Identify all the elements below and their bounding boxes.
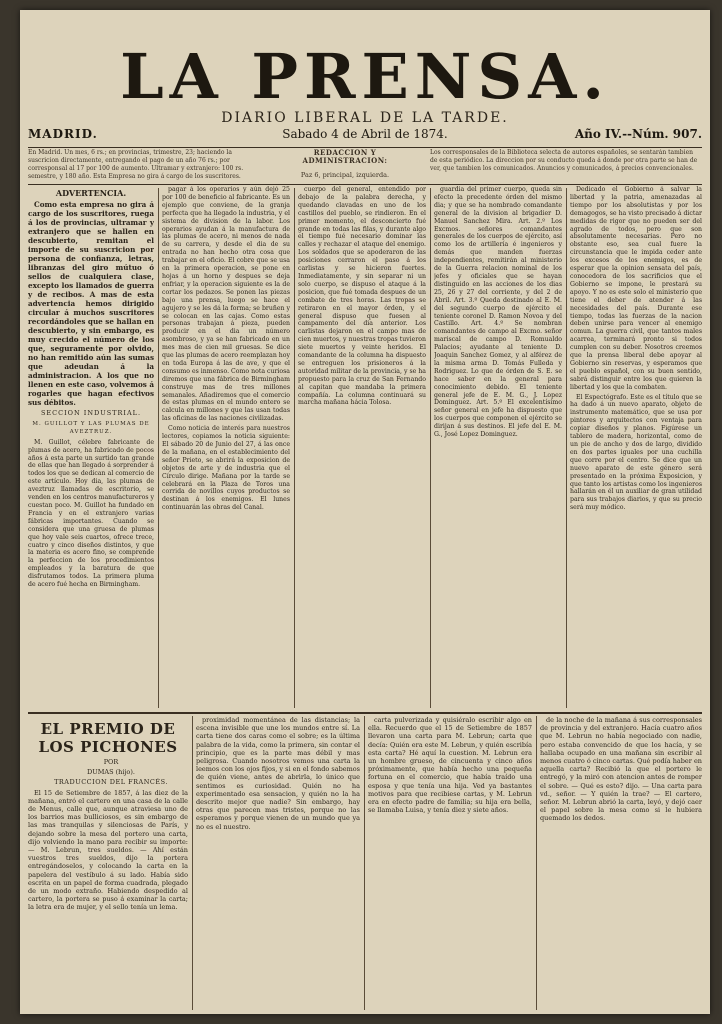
feuilleton-text-1: El 15 de Setiembre de 1857, á las diez de la mañana, entró el cartero en una casa de la calle de Menus, calle que, aunque atraviesa uno de los barrios mas bulliciosos, es sin embargo de las mas tranquilas y silenciosas de París, y dejando sobre la mesa del portero una carta, dijo volviendo la mano para recibir su importe: — M. Lebrun, tres sueldos. — Ahí están vuestros tres sueldos, dijo la portera entregándoselos, y colocando la carta en la papelera del vestíbulo á su lado. Había sido escrita en un papel de forma cuadrada, plegado de un modo extraño. Habiendo despedido al cartero, la portera se puso á examinar la carta; la letra era de mujer, y el sello tenía un lema. [28,788,188,912]
announcements-info: Los corresponsales de la Biblioteca selecta de autores españoles, se sentarán tambien de esta periódico. La direccion por su conducto queda á donde por otra parte se han de ver, que tambien los comunicados. Anuncios y comunicados, á precios convencionales. [430,149,698,172]
newspaper-title: LA PRENSA. [120,40,610,113]
column-divider [536,716,537,1010]
feuilleton-translation-note: TRADUCCION DEL FRANCÉS. [54,778,168,787]
column-4 [434,186,562,710]
column-3 [298,186,426,710]
column-divider [364,716,365,1010]
column-divider [566,188,567,708]
feuilleton-column-2 [196,716,360,1012]
administration-heading: REDACCION Y ADMINISTRACION: [302,149,388,165]
rule-top [28,147,702,148]
column-4-text: guardia del primer cuerpo, queda sin efecto la precedente órden del mismo dia; y que se ha nombrado comandante general de la division al brigadier D. Manuel Sanchez Mira. Art. 2.º Los Excmos. señores comandantes generales de los cuerpos de ejército, así como los de artillería é ingenieros y demás que manden fuerzas independientes, remitirán al ministerio de la Guerra relacion nominal de los jefes y oficiales que se hayan distinguido en las acciones de los dias 25, 26 y 27 del corriente, y del 2 de Abril. Art. 3.º Queda destinado al E. M. del segundo cuerpo de ejército el teniente coronel D. Ramon Novoa y del Castillo. Art. 4.º Se nombran comandantes de campo al Excmo. señor mariscal de campo D. Romualdo Palacios; ayudante al teniente D. Joaquin Sanchez Gomez, y al alférez de la misma arma D. Tomás Fulleda y Rodriguez. Lo que de órden de S. E. se hace saber en la general para conocimiento debido. El teniente general jefe de E. M. G., J. Lopez Dominguez. Art. 5.º El excelentísimo señor general en jefe ha dispuesto que los cuerpos que componen el ejército se dirijan á sus destinos. El jefe del E. M. G., José Lopez Dominguez. [434,186,562,439]
feuilleton-title: EL PREMIO DE LOS PICHONES [38,720,178,756]
column-divider [192,716,193,1010]
column-2 [162,186,290,710]
industrial-text: M. Guillot, célebre fabricante de plumas de acero, ha fabricado de pocos años á esta parte un surtido tan grande de ellas que han llegado á sorprender á todos los que se dedican al comercio de este artículo. Hoy dia, las plumas de aveztruz llamadas de escritorio, se venden en los centros manufactureros y cuestan poco. M. Guillot ha fundado en Francia y en el extranjero varias fábricas importantes. Cuando se considera que una gruesa de plumas que hoy vale seis cuartos, ofrece trece, cuatro y cinco diseños distintos, y que la materia es acero fino, se comprende la perfeccion de los procedimientos empleados y la baratura de que disfrutamos todos. La primera pluma de acero fué hecha en Birmingham. [28,438,154,589]
column-5 [570,186,702,710]
advertencia-text: Como esta empresa no gira á cargo de los suscritores, ruega á los de provincias, ultramar y extranjero que se hallen en descubierto, remitan el importe de su suscricion por persona de confianza, letras, libranzas del giro mútuo ó sellos de cualquiera clase, excepto los llamados de guerra y de recibos. A mas de esta advertencia hemos dirigido circular á muchos suscritores recordándoles que se hallan en descubierto, y sin embargo, es muy crecido el número de los que, seguramente por olvido, no han remitido aún las sumas que adeudan á la administracion. A los que no llenen en este caso, volvemos á rogarles que hagan efectivos sus débitos. [28,200,154,407]
column-divider [294,188,295,708]
advertencia-heading: ADVERTENCIA. [55,188,127,198]
feuilleton-text-4: de la noche de la mañana á sus corresponsales de provincia y del extranjero. Hacía cuatro años que M. Lebrun no había negociado con nadie, pero estaba convencido de que los hacía, y se hallaba ocupado en una mañana sin escribir al menos cuatro ó cinco cartas. Qué podía haber en aquella carta? Recibió la que el portero le entregó, y la miró con atencion antes de romper el sobre. — Qué es esto? dijo. — Una carta para vd., señor. — Y quién la trae? — El cartero, señor. M. Lebrun abrió la carta, leyó, y dejó caer el papel sobre la mesa como si le hubiera quemado los dedos. [540,716,702,823]
column-2-news: Como noticia de interés para nuestros lectores, copiamos la noticia siguiente: El sábado 20 de Junio del 27, á las once de la mañana, en el establecimiento del señor Prieto, se abrirá la exposicion de objetos de arte y de industria que el Círculo dirige. Mañana por la tarde se celebrará en la Plaza de Toros una corrida de novillos cuyos productos se destinan á los enemigos. El lunes continuarán las obras del Canal. [162,425,290,512]
feuilleton-column-1 [28,716,188,1012]
rule-below-header [28,184,702,185]
administration-info [270,149,420,183]
feuilleton-text-3: carta pulverizada y quisiéralo escribir algo en ella. Recuerdo que el 15 de Setiembre de 1857 llevaron una carta para M. Lebrun; carta que decía: Quién era este M. Lebrun, y quién escribía esta carta? Hé aquí la cuestion. M. Lebrun era un hombre grueso, de cincuenta y cinco años próximamente, que había hecho una pequeña fortuna en el comercio, que había traído una esposa y que tenía una hija. Ved ya bastantes motivos para que recibiese cartas, y M. Lebrun era en efecto padre de familia; su hija era bella, se llamaba Luisa, y tenía diez y siete años. [368,716,532,815]
dateline [28,127,702,145]
industrial-heading: SECCION INDUSTRIAL. [40,409,142,417]
feuilleton-column-4 [540,716,702,1012]
industrial-subheading: M. GUILLOT Y LAS PLUMAS DE AVEZTRUZ. [32,420,150,435]
subscription-info: En Madrid. Un mes, 6 rs.; en provincias, trimestre, 23; haciendo la suscricion directamente, entregando el pago de un año 76 rs.; por corresponsal al 17 por 100 de aumento. Ultramar y extranjero: 100 rs. semestre, y 180 año. Esta Empresa no gira á cargo de los suscritores. [28,149,244,180]
column-5-note: El Espectógrafo. Este es el título que se ha dado á un nuevo aparato, objeto de instrumento matemático, que se usa por pintores y arquitectos con ventaja para copiar diseños y planos. Figúrese un tablero de madera, horizontal, como de un pie de ancho y dos de largo, dividido en dos partes iguales por una cuchilla que corre por el centro. Se dice que un nuevo aparato de este género será presentado en la próxima Exposicion, y que tanto los artistas como los ingenieros hallarán en él un auxiliar de gran utilidad para sus trabajos diarios, y que su precio será muy módico. [570,393,702,512]
issue-date: Sabado 4 de Abril de 1874. [282,127,448,141]
column-3-text: cuerpo del general, entendido por debajo de la palabra derecha, y quedando clavadas en uno de los castillos del pueblo, se rindieron. En el primer momento, el desconcierto fué grande en todas las filas, y durante algo el tiempo fué necesario dominar las calles y rechazar el ataque del enemigo. Los soldados que se apoderaron de las posiciones cerraron el paso á los carlistas y se hicieron fuertes. Inmediatamente, y sin separar ni un solo cuerpo, se dispuso el ataque á la posicion, que fué tomada despues de un combate de tres horas. Las tropas se retiraron en el mayor órden, y el general dispuso que fuesen al campamento del dia anterior. Los carlistas dejaron en el campo mas de cien muertos, y nuestras tropas tuvieron siete muertos y veinte heridos. El comandante de la columna ha dispuesto se entreguen los prisioneros á la autoridad militar de la provincia, y se ha propuesto para la cruz de San Fernando al capitan que mandaba la primera compañía. La columna continuará su marcha mañana hácia Tolosa. [298,186,426,407]
column-divider [430,188,431,708]
issue-number: Año IV.--Núm. 907. [574,127,702,141]
column-2-text: pagar á los operarios y aún dejó 25 por 100 de beneficio al fabricante. Es un ejemplo que conviene, de la granja perfecta que ha llegado la industria, y el sistema de division de la labor. Los operarios ayudan á la manufactura de las plumas de acero, ni menos de nada de su carrera, y desde el dia de su entrada no han hecho otra cosa que trabajar en el oficio. El cobre que se usa en la primera operacion, se pone en hojas á un horno y despues se deja enfriar, y la operacion siguiente es la de cortar los pedazos. Se ponen las piezas bajo una prensa, luego se hace el agujero y se les dá la forma; se bruñen y se colocan en las cajas. Como estas personas trabajan á pieza, pueden producir en el dia un número asombroso, y ya se han fabricado en un mes mas de cien mil gruesas. Se dice que las plumas de acero reemplazan hoy en toda Europa á las de ave, y que el consumo es inmenso. Como nota curiosa diremos que una fábrica de Birmingham construye mas de tres millones semanales. Añadiremos que el comercio de estas plumas en el mundo entero se calcula en millones y que las usan todas las oficinas de las naciones civilizadas. [162,186,290,423]
newspaper-page [20,10,710,1014]
city: MADRID. [28,127,98,141]
feuilleton-column-3 [368,716,532,1012]
feuilleton-rule [28,712,702,714]
column-5-text: Dedicado el Gobierno á salvar la libertad y la patria, amenazadas al tiempo por los absolutistas y por los demagogos, se ha visto precisado á dictar medidas de rigor que no pueden ser del agrado de todos, pero que son absolutamente necesarias. Pero no obstante eso, sea cual fuere la circunstancia que le impida ceder ante los excesos de los enemigos, es de esperar que la opinion sensata del país, conocedora de los sacrificios que el Gobierno se impone, le prestará su apoyo. Y no es este solo el ministerio que tiene el deber de atender á las necesidades del país. Durante ese tiempo, todas las fuerzas de la nacion deben unirse para vencer al enemigo comun. La guerra civil, que tantos males acarrea, terminará pronto si todos cumplen con su deber. Nosotros creemos que la prensa liberal debe apoyar al Gobierno sin reservas, y esperamos que el pueblo español, con su buen sentido, sabrá distinguir entre los que quieren la libertad y los que la combaten. [570,186,702,391]
feuilleton-by: POR [103,758,119,766]
administration-address: Paz 6, principal, izquierda. [300,171,390,179]
column-divider [158,188,159,708]
feuilleton-text-2: proximidad momentánea de las distancias; la escena invisible que une los mundos entre sí. La carta tiene dos caras como el sobre; es la última palabra de la vida, como la primera, sin contar el principio, que es la parte mas débil y mas peligrosa. Cuando nosotros vemos una carta la leemos con los ojos fijos, y si en el fondo sabemos de quién viene, antes de abrirla, lo único que sentimos es curiosidad. Quién no ha experimentado esa sensacion, y quién no la ha descrito mejor que nadie? Sin embargo, hay otras que parecen mas tristes, porque no las esperamos y porque vienen de un mundo que ya no es el nuestro. [196,716,360,831]
newspaper-subtitle: DIARIO LIBERAL DE LA TARDE. [221,110,509,126]
column-1 [28,186,154,710]
feuilleton-author: DUMAS (hijo). [87,768,135,777]
